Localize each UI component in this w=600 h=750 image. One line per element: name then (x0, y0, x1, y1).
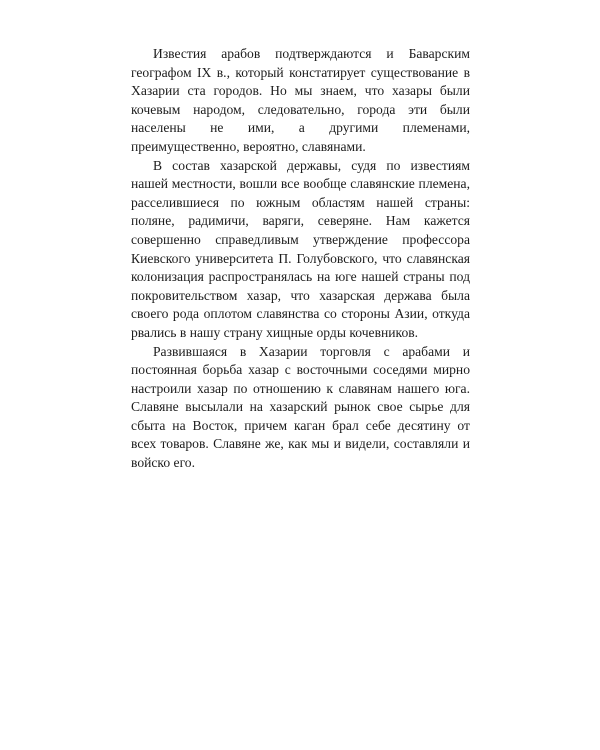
paragraph-1: Известия арабов подтверждаются и Баварским географом IX в., который констатирует существование в Хазарии ста городов. Но мы знаем, что хазары были кочевым народом, следовательно, города эти были населены не ими, а другими племенами, преимущественно, вероятно, славянами. (131, 46, 470, 154)
paragraph-2: В состав хазарской державы, судя по известиям нашей местности, вошли все вообще славянские племена, расселившиеся по южным областям нашей страны: поляне, радимичи, варяги, северяне. Нам кажется совершенно справедливым утверждение профессора Киевского университета П. Голубовского, что славянская колонизация распространялась на юге нашей страны под покровительством хазар, что хазарская держава была своего рода оплотом славянства со стороны Азии, откуда рвались в нашу страну хищные орды кочевников. (131, 157, 470, 340)
body-text (131, 45, 470, 473)
paragraph-3: Развившаяся в Хазарии торговля с арабами и постоянная борьба хазар с восточными соседями мирно настроили хазар по отношению к славянам нашего юга. Славяне высылали на хазарский рынок свое сырье для сбыта на Восток, причем каган брал себе десятину от всех товаров. Славяне же, как мы и видели, составляли и войско его. (131, 343, 470, 471)
